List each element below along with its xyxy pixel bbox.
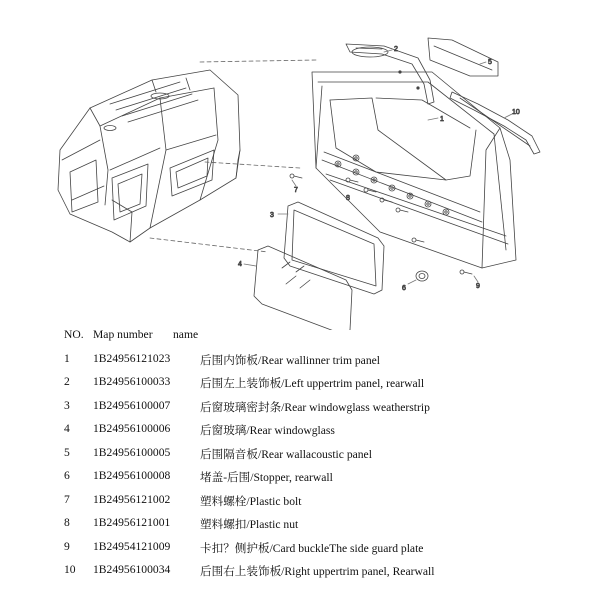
part-name: 堵盖-后围/Stopper, rearwall bbox=[200, 471, 333, 484]
part-no: 7 bbox=[64, 492, 70, 506]
callout-6: 6 bbox=[402, 285, 406, 292]
fasteners-nuts bbox=[335, 155, 449, 215]
parts-row bbox=[0, 399, 600, 423]
cab-body bbox=[58, 70, 240, 242]
part-no: 10 bbox=[64, 563, 76, 576]
part-map-number: 1B24956100007 bbox=[93, 398, 171, 412]
part-map-number: 1B24956100005 bbox=[93, 445, 171, 459]
callouts bbox=[238, 46, 520, 292]
part-6-stopper bbox=[416, 271, 428, 281]
callout-7: 7 bbox=[294, 187, 298, 194]
callout-1: 1 bbox=[440, 116, 444, 123]
part-4-rear-windowglass bbox=[254, 246, 352, 330]
header-no: NO. bbox=[64, 328, 84, 341]
part-map-number: 1B24956100006 bbox=[93, 422, 171, 435]
part-map-number: 1B24954121009 bbox=[93, 539, 171, 553]
part-name: 塑料螺扣/Plastic nut bbox=[200, 518, 299, 531]
part-3-weatherstrip bbox=[284, 202, 384, 294]
part-2-left-uppertrim-panel bbox=[346, 44, 434, 104]
part-1-inner-trim-panel bbox=[312, 72, 516, 268]
parts-row bbox=[0, 469, 600, 493]
part-no: 1 bbox=[64, 351, 70, 365]
part-5-acoustic-panel bbox=[428, 38, 498, 76]
parts-list bbox=[0, 328, 600, 587]
callout-10: 10 bbox=[512, 109, 520, 116]
part-no: 3 bbox=[64, 398, 70, 412]
parts-row bbox=[0, 446, 600, 470]
leader-lines bbox=[150, 60, 316, 252]
part-name: 塑料螺栓/Plastic bolt bbox=[200, 494, 302, 508]
part-name: 后围隔音板/Rear wallacoustic panel bbox=[200, 447, 372, 461]
parts-row bbox=[0, 375, 600, 399]
header-name: name bbox=[173, 328, 199, 341]
part-map-number: 1B24956100034 bbox=[93, 563, 171, 576]
part-name: 卡扣？侧护板/Card buckleThe side guard plate bbox=[200, 541, 424, 555]
part-no: 2 bbox=[64, 375, 70, 388]
part-map-number: 1B24956121023 bbox=[93, 351, 171, 365]
callout-9: 9 bbox=[476, 283, 480, 290]
part-no: 5 bbox=[64, 445, 70, 459]
part-no: 6 bbox=[64, 469, 70, 482]
part-name: 后窗玻璃/Rear windowglass bbox=[200, 424, 335, 437]
callout-4: 4 bbox=[238, 261, 242, 268]
callout-2: 2 bbox=[394, 46, 398, 53]
part-no: 4 bbox=[64, 422, 70, 435]
part-no: 9 bbox=[64, 539, 70, 553]
part-no: 8 bbox=[64, 516, 70, 529]
part-name: 后窗玻璃密封条/Rear windowglass weatherstrip bbox=[200, 400, 430, 414]
parts-row bbox=[0, 352, 600, 376]
callout-5: 5 bbox=[488, 59, 492, 66]
header-map-number: Map number bbox=[93, 328, 153, 341]
part-map-number: 1B24956121002 bbox=[93, 492, 171, 506]
parts-list-header bbox=[0, 328, 600, 352]
parts-row bbox=[0, 540, 600, 564]
parts-row bbox=[0, 422, 600, 446]
fasteners-bolts bbox=[290, 174, 472, 274]
part-map-number: 1B24956100008 bbox=[93, 469, 171, 482]
part-name: 后围左上装饰板/Left uppertrim panel, rearwall bbox=[200, 377, 425, 390]
part-name: 后围内饰板/Rear wallinner trim panel bbox=[200, 353, 380, 367]
parts-row bbox=[0, 516, 600, 540]
callout-3: 3 bbox=[270, 212, 274, 219]
part-map-number: 1B24956100033 bbox=[93, 375, 171, 388]
parts-row bbox=[0, 563, 600, 587]
parts-row bbox=[0, 493, 600, 517]
callout-8: 8 bbox=[346, 195, 350, 202]
part-map-number: 1B24956121001 bbox=[93, 516, 171, 529]
part-name: 后围右上装饰板/Right uppertrim panel, Rearwall bbox=[200, 565, 435, 578]
